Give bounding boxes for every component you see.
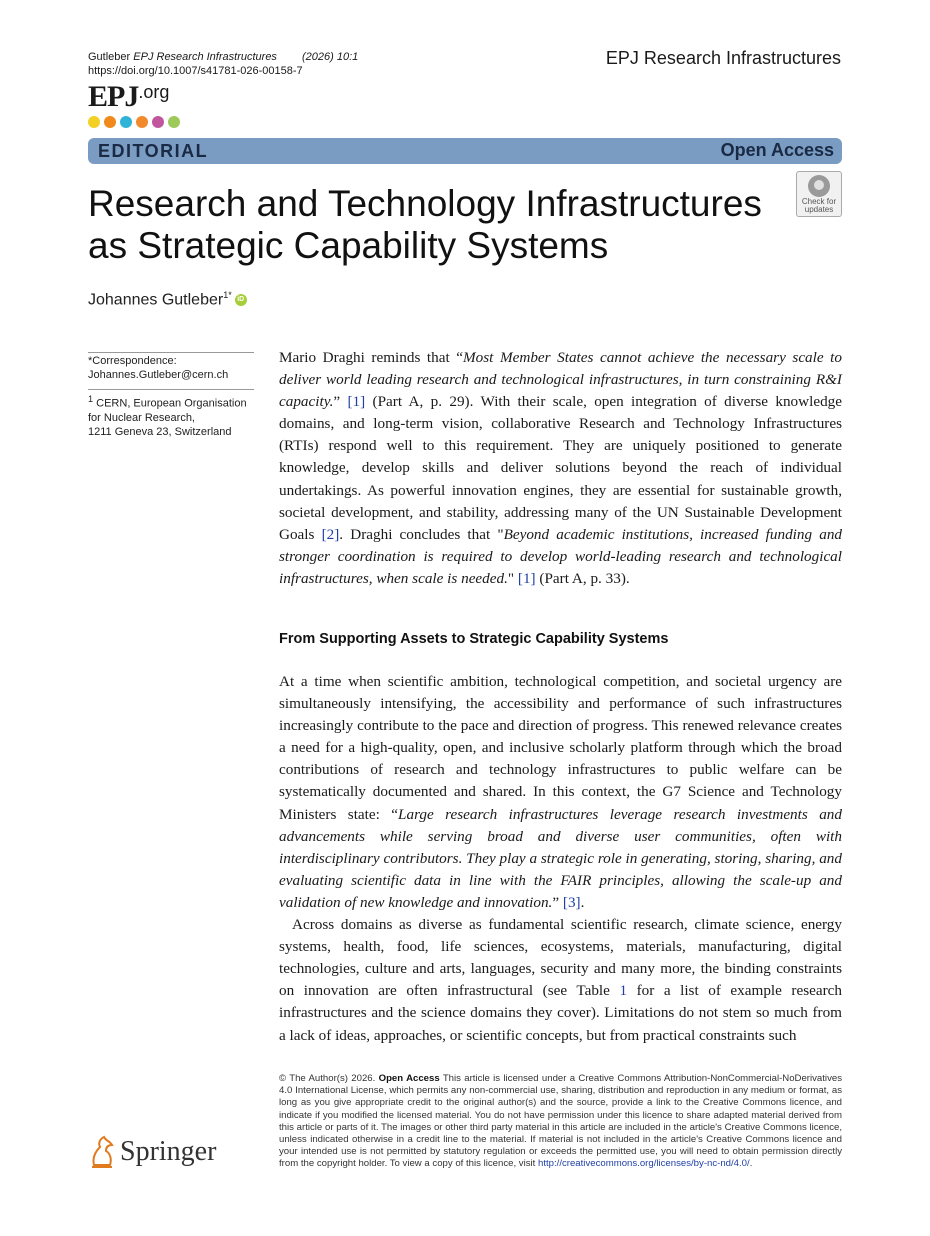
paragraph [279, 671, 842, 914]
paragraph [279, 914, 842, 1047]
text-run: © The Author(s) 2026. [279, 1073, 379, 1084]
affiliation [88, 392, 254, 439]
reference-link[interactable]: [3] [562, 893, 581, 911]
logo-dot [136, 116, 148, 128]
divider [88, 389, 254, 390]
correspondence-label: *Correspondence: [88, 355, 177, 367]
citation-journal: EPJ Research Infrastructures [133, 51, 277, 63]
doi-link[interactable]: https://doi.org/10.1007/s41781-026-00158-7 [88, 65, 303, 77]
author-name[interactable]: Johannes Gutleber [88, 291, 224, 309]
text-run: ” [333, 393, 348, 411]
text-run: . [749, 1158, 753, 1170]
text-run: . [580, 893, 585, 911]
text-run: for a list of example research infrastructures and the science domains they cover). Limitations do not stem so much from a lack of ideas, approaches, or scientific concepts, but from practical constraints such [279, 982, 843, 1044]
text-run: At a time when scientific ambition, technological competition, and societal urgency are simultaneously intensifying, the accessibility and performance of such infrastructures increasingly contribute to the pace and direction of progress. This renewed relevance creates a need for a high-quality, open, and inclusive scholarly platform through which the broad contributions of research and technology infrastructures to public welfare can be systematically documented and shared. In this context, the G7 Science and Technology Ministers state: “ [279, 673, 842, 823]
text-run: This article is licensed under a Creative Commons Attribution-NonCommercial-NoDerivatives 4.0 International License, which permits any non-commercial use, sharing, distribution and reproduction in any medium or format, as long as you give appropriate credit to the original author(s) and the source, provide a link to the Creative Commons licence, and indicate if you modified the licensed material. You do not have permission under this licence to share adapted material derived from this article or parts of it. The images or other third party material in this article are included in the article's Creative Commons licence, unless indicated otherwise in a credit line to the material. If material is not included in the article's Creative Commons licence and your intended use is not permitted by statutory regulation or exceeds the permitted use, you will need to obtain permission directly from the copyright holder. To view a copy of this licence, visit [279, 1073, 842, 1170]
text-run: Across domains as diverse as fundamental scientific research, climate science, energy systems, health, food, life sciences, ecosystems, materials, manufacturing, digital technologies, culture and arts, languages, security and many more, the binding constraints on innovation are often infrastructural (see Table [279, 916, 842, 1000]
license-statement [279, 1073, 842, 1171]
check-for-updates-badge[interactable] [796, 171, 842, 217]
g7-quote: Large research infrastructures leverage research investments and advancements while serving broad and diverse user communities, often with interdisciplinary contributors. They play a strategic role in generating, storing, sharing, and evaluating scientific data in line with the FAIR principles, allowing the scale-up and validation of new knowledge and innovation. [279, 805, 842, 911]
correspondence-sidebar [88, 352, 254, 439]
logo-org-text: .org [138, 82, 170, 102]
orcid-icon[interactable]: iD [235, 294, 247, 306]
citation-header [88, 50, 358, 78]
journal-name: EPJ Research Infrastructures [605, 48, 841, 68]
text-run: Mario Draghi reminds that “ [279, 349, 464, 366]
citation-volume: (2026) 10:1 [302, 51, 359, 63]
affiliation-line-3: 1211 Geneva 23, Switzerland [88, 425, 232, 438]
logo-dot [104, 116, 116, 128]
citation-author: Gutleber [88, 51, 131, 63]
license-url-link[interactable]: http://creativecommons.org/licenses/by-nc-nd/4.0/ [537, 1158, 750, 1170]
logo-dot [168, 116, 180, 128]
springer-horse-icon [88, 1135, 116, 1169]
section-heading: From Supporting Assets to Strategic Capability Systems [279, 631, 669, 647]
open-access-bold: Open Access [378, 1073, 440, 1084]
epj-logo[interactable] [88, 80, 180, 128]
logo-epj-text: EPJ [88, 80, 139, 113]
affiliation-line-1: CERN, European Organisation [96, 397, 247, 410]
logo-dot [152, 116, 164, 128]
text-run: " [507, 569, 518, 587]
reference-link[interactable]: [1] [517, 569, 536, 587]
article-title: Research and Technology Infrastructures as Strategic Capability Systems [88, 183, 762, 266]
paragraph [279, 347, 842, 590]
draghi-quote: Beyond academic institutions, increased funding and stronger coordination is required to develop world-leading research and technological infrastructures, when scale is needed. [279, 525, 843, 587]
springer-wordmark: Springer [120, 1136, 217, 1167]
text-run: . Draghi concludes that " [339, 525, 504, 543]
logo-dot [120, 116, 132, 128]
logo-dot [88, 116, 100, 128]
reference-link[interactable]: [1] [347, 393, 366, 411]
text-run: (Part A, p. 33). [535, 569, 630, 587]
correspondence-email[interactable]: Johannes.Gutleber@cern.ch [88, 369, 229, 381]
author-line [88, 290, 247, 309]
body-text-intro [279, 347, 842, 590]
open-access-label: Open Access [720, 140, 834, 160]
logo-dots [88, 116, 180, 128]
table-reference-link[interactable]: 1 [619, 982, 628, 1000]
springer-logo[interactable] [88, 1135, 216, 1169]
divider [88, 352, 254, 353]
reference-link[interactable]: [2] [321, 525, 340, 543]
article-type-label: EDITORIAL [98, 141, 209, 161]
draghi-quote: Most Member States cannot achieve the necessary scale to deliver world leading research and technological infrastructures, in turn constraining R&I capacity. [279, 349, 842, 411]
text-run: ” [552, 893, 563, 911]
affiliation-line-2: for Nuclear Research, [88, 411, 195, 424]
check-updates-icon [808, 175, 830, 197]
article-type-banner [88, 138, 842, 164]
affiliation-superscript: 1 [88, 394, 94, 404]
text-run: (Part A, p. 29). With their scale, open integration of diverse knowledge domains, and long-term vision, collaborative Research and Technology Infrastructures (RTIs) respond well to this requirement. They are uniquely positioned to generate knowledge, develop skills and deliver solutions beyond the reach of individual undertakings. As powerful innovation engines, they are essential for sustainable growth, societal development, and stability, addressing many of the UN Sustainable Development Goals [279, 393, 842, 543]
body-text-section [279, 671, 842, 1047]
author-superscript: 1* [223, 290, 232, 300]
check-updates-label: Check for updates [801, 197, 837, 214]
